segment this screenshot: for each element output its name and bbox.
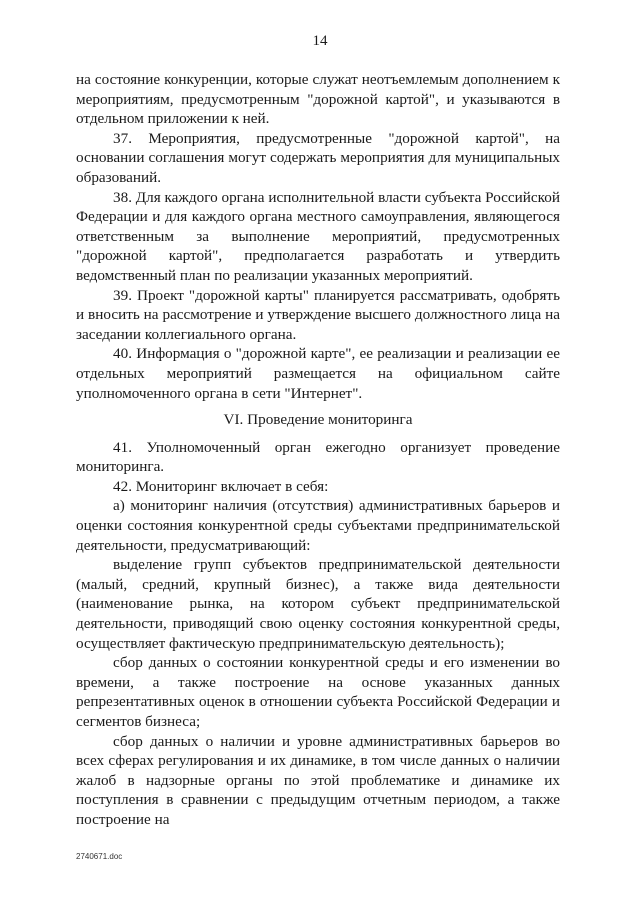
page-number: 14 — [312, 33, 328, 49]
paragraph-41: 41. Уполномоченный орган ежегодно организует проведение мониторинга. — [76, 438, 560, 476]
paragraph-42-a-item-1: выделение групп субъектов предпринимательской деятельности (малый, средний, крупный бизнес), а также вида деятельности (наименование рынка, на котором субъект предпринимательской деятельности, приводящий свою оценку состояния конкурентной среды, осуществляет фактическую предпринимательскую деятельность); — [76, 556, 560, 652]
paragraph-37: 37. Мероприятия, предусмотренные "дорожной картой", на основании соглашения могут содержать мероприятия для муниципальных образований. — [76, 129, 560, 186]
paragraph-continuation: на состояние конкуренции, которые служат неотъемлемым дополнением к мероприятиям, предусмотренным "дорожной картой", и указываются в отдельном приложении к ней. — [76, 71, 560, 128]
paragraph-42: 42. Мониторинг включает в себя: — [113, 477, 329, 495]
paragraph-42-a-item-3: сбор данных о наличии и уровне административных барьеров во всех сферах регулирования и их динамике, в том числе данных о наличии жалоб в надзорные органы по этой проблематике и динамике их поступления в сравнении с предыдущим отчетным периодом, а также построение на — [76, 732, 560, 828]
section-heading: VI. Проведение мониторинга — [223, 411, 413, 429]
paragraph-39: 39. Проект "дорожной карты" планируется рассматривать, одобрять и вносить на рассмотрение и утверждение высшего должностного лица на заседании коллегиального органа. — [76, 286, 560, 343]
paragraph-42-a-item-2: сбор данных о состоянии конкурентной среды и его изменении во времени, а также построение на основе указанных данных репрезентативных оценок в отношении субъекта Российской Федерации и сегментов бизнеса; — [76, 654, 560, 730]
paragraph-40: 40. Информация о "дорожной карте", ее реализации и реализации ее отдельных мероприятий размещается на официальном сайте уполномоченного органа в сети "Интернет". — [76, 345, 560, 402]
document-body — [76, 70, 560, 830]
paragraph-42-a: а) мониторинг наличия (отсутствия) административных барьеров и оценки состояния конкурентной среды субъектами предпринимательской деятельности, предусматривающий: — [76, 497, 560, 554]
footer-filename: 2740671.doc — [76, 852, 123, 861]
paragraph-38: 38. Для каждого органа исполнительной власти субъекта Российской Федерации и для каждого органа местного самоуправления, являющегося ответственным за выполнение мероприятий, предусмотренных "дорожной картой", предполагается разработать и утвердить ведомственный план по реализации указанных мероприятий. — [76, 188, 560, 284]
